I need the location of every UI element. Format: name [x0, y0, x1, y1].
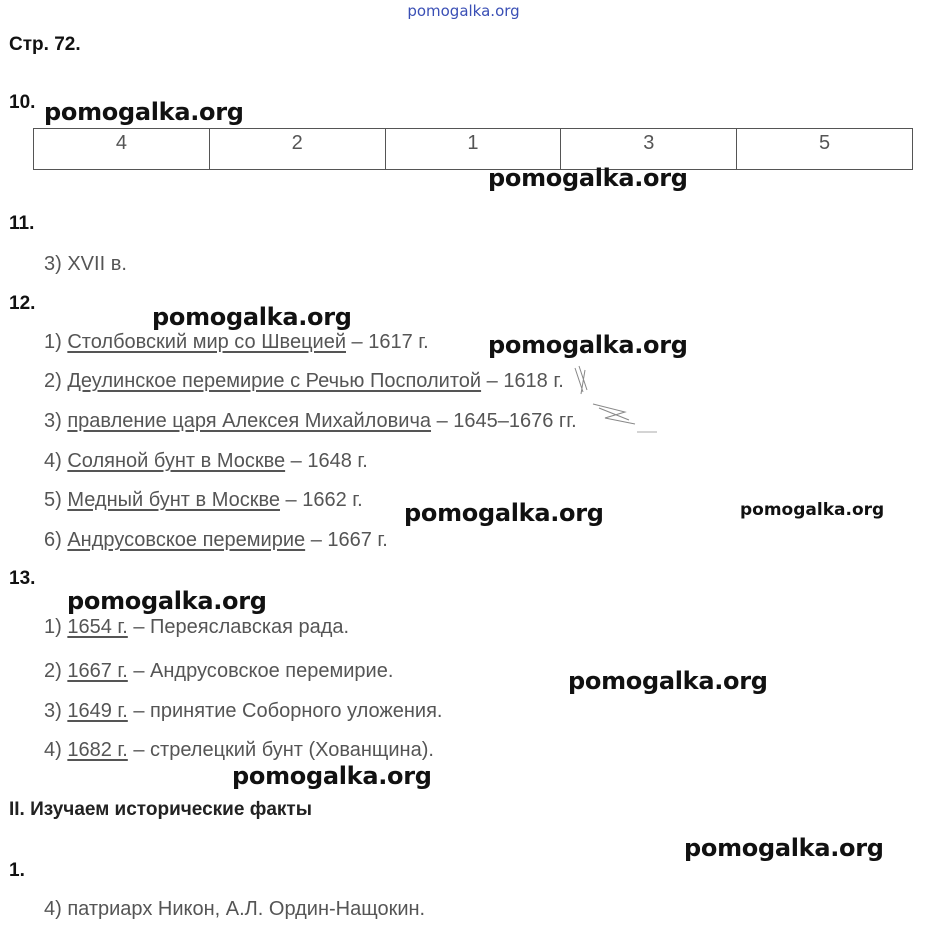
watermark: pomogalka.org [152, 303, 352, 331]
question-13-number: 13. [9, 568, 36, 589]
question-11-number: 11. [9, 213, 35, 234]
item-suffix: – 1667 г. [305, 529, 388, 551]
item-underlined-year: 1682 г. [67, 739, 128, 761]
item-underlined-text: Соляной бунт в Москве [67, 450, 286, 472]
item-prefix: 5) [44, 489, 68, 511]
item-underlined-text: Медный бунт в Москве [67, 489, 280, 511]
item-suffix: – Андрусовское перемирие. [127, 660, 394, 682]
item-prefix: 2) [44, 660, 68, 682]
item-underlined-text: правление царя Алексея Михайловича [67, 410, 432, 432]
item-prefix: 3) [44, 410, 68, 432]
item-suffix: – 1662 г. [279, 489, 363, 511]
question-10-number: 10. [9, 92, 36, 113]
watermark: pomogalka.org [44, 98, 244, 126]
top-watermark: pomogalka.org [407, 2, 520, 20]
question-1-answer: 4) патриарх Никон, А.Л. Ордин-Нащокин. [44, 898, 426, 920]
list-item [44, 370, 564, 393]
section-heading: II. Изучаем исторические факты [9, 799, 312, 820]
scribble-mark [565, 362, 665, 442]
item-underlined-text: Деулинское перемирие с Речью Посполитой [67, 370, 482, 392]
watermark: pomogalka.org [568, 667, 768, 695]
table-cell: 2 [209, 129, 385, 170]
item-prefix: 3) [44, 700, 68, 722]
item-suffix: – Переяславская рада. [127, 616, 350, 638]
list-item [44, 489, 363, 512]
watermark: pomogalka.org [67, 587, 267, 615]
page-label: Стр. 72. [9, 34, 81, 55]
item-underlined-year: 1667 г. [67, 660, 128, 682]
item-underlined-year: 1649 г. [67, 700, 128, 722]
item-prefix: 1) [44, 331, 68, 353]
list-item [44, 739, 434, 762]
list-item [44, 450, 368, 473]
item-suffix: – 1645–1676 гг. [431, 410, 577, 432]
watermark: pomogalka.org [740, 500, 885, 520]
item-suffix: – 1617 г. [346, 331, 429, 353]
item-suffix: – принятие Соборного уложения. [127, 700, 443, 722]
table-cell: 4 [34, 129, 210, 170]
item-prefix: 4) [44, 450, 68, 472]
order-table [33, 128, 913, 170]
list-item [44, 331, 429, 354]
item-prefix: 2) [44, 370, 68, 392]
list-item [44, 410, 577, 433]
item-underlined-text: Андрусовское перемирие [67, 529, 306, 551]
item-underlined-text: Столбовский мир со Швецией [67, 331, 346, 353]
table-row [34, 129, 913, 170]
watermark: pomogalka.org [404, 499, 604, 527]
item-underlined-year: 1654 г. [67, 616, 128, 638]
question-12-number: 12. [9, 293, 36, 314]
table-cell: 5 [737, 129, 913, 170]
list-item [44, 660, 393, 683]
table-cell: 1 [385, 129, 561, 170]
watermark: pomogalka.org [488, 331, 688, 359]
list-item [44, 529, 388, 552]
watermark: pomogalka.org [488, 164, 688, 192]
list-item [44, 700, 443, 723]
item-suffix: – 1648 г. [285, 450, 368, 472]
table-cell: 3 [561, 129, 737, 170]
item-prefix: 6) [44, 529, 68, 551]
watermark: pomogalka.org [684, 834, 884, 862]
question-1-number: 1. [9, 860, 25, 881]
item-prefix: 4) [44, 739, 68, 761]
list-item [44, 616, 349, 639]
question-11-answer: 3) XVII в. [44, 253, 127, 275]
item-suffix: – 1618 г. [481, 370, 564, 392]
watermark: pomogalka.org [232, 762, 432, 790]
item-suffix: – стрелецкий бунт (Хованщина). [127, 739, 434, 761]
item-prefix: 1) [44, 616, 68, 638]
